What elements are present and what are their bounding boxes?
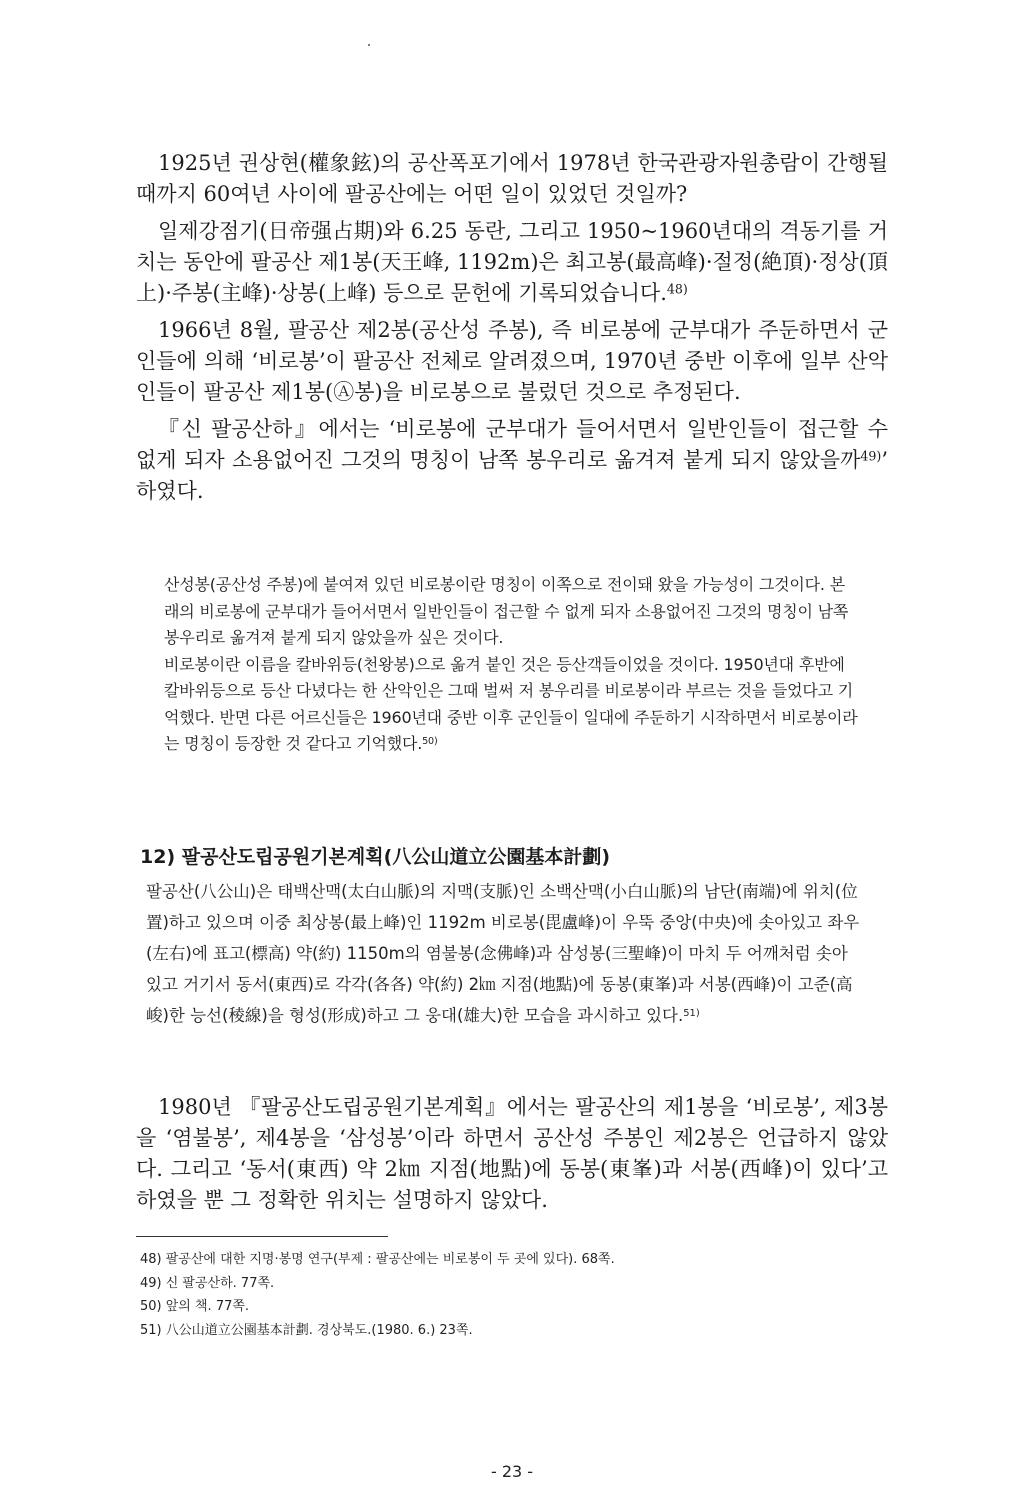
scan-speck	[368, 44, 370, 46]
paragraph: 1925년 권상현(權象鉉)의 공산폭포기에서 1978년 한국관광자원총람이 간행될 때까지 60여년 사이에 팔공산에는 어떤 일이 있었던 것일까?	[136, 151, 888, 206]
footnote-ref: 51)	[683, 1008, 700, 1020]
footnote-ref: 49)	[860, 448, 882, 464]
footnote-ref: 50)	[422, 736, 438, 748]
footnote: 51) 八公山道立公園基本計劃. 경상북도.(1980. 6.) 23쪽.	[140, 1322, 473, 1338]
footnote-ref: 48)	[666, 281, 688, 297]
footnote: 50) 앞의 책. 77쪽.	[140, 1299, 250, 1314]
page-number: - 23 -	[490, 1462, 534, 1481]
block-quote	[164, 572, 860, 758]
paragraph: 1966년 8월, 팔공산 제2봉(공산성 주봉), 즉 비로봉에 군부대가 주둔하면서 군인들에 의해 ‘비로봉’이 팔공산 전체로 알려졌으며, 1970년 중반 이후에 일부 산악인들이 팔공산 제1봉(Ⓐ봉)을 비로봉으로 불렀던 것으로 추정된다.	[136, 318, 888, 404]
plan-paragraph: 팔공산(八公山)은 태백산맥(太白山脈)의 지맥(支脈)인 소백산맥(小白山脈)의 남단(南端)에 위치(位置)하고 있으며 이중 최상봉(最上峰)인 1192m 비로봉(毘盧峰)이 우뚝 중앙(中央)에 솟아있고 좌우(左右)에 표고(標高) 약(約) 1150m의 염불봉(念佛峰)과 삼성봉(三聖峰)이 마치 두 어깨처럼 솟아있고 거기서 동서(東西)로 각각(各各) 약(約) 2㎞ 지점(地點)에 동봉(東峯)과 서봉(西峰)이 고준(高峻)한 능선(稜線)을 형성(形成)하고 그 웅대(雄大)한 모습을 과시하고 있다.$^{51)}$	[146, 882, 860, 1025]
quote-paragraph: 비로봉이란 이름을 칼바위등(천왕봉)으로 옮겨 붙인 것은 등산객들이었을 것이다. 1950년대 후반에 칼바위등으로 등산 다녔다는 한 산악인은 그때 벌써 저 봉우리를 비로봉이라 부르는 것을 들었다고 기억했다. 반면 다른 어르신들은 1960년대 중반 이후 군인들이 일대에 주둔하기 시작하면서 비로봉이라는 명칭이 등장한 것 같다고 기억했다.$^{50)}$	[164, 654, 858, 753]
paragraph: 일제강점기(日帝强占期)와 6.25 동란, 그리고 1950~1960년대의 격동기를 거치는 동안에 팔공산 제1봉(天王峰, 1192m)은 최고봉(最高峰)·절정(絶頂)·정상(頂上)·주봉(主峰)·상봉(上峰) 등으로 문헌에 기록되었습니다.$^{48)}$	[136, 219, 888, 305]
footnote: 48) 팔공산에 대한 지명·봉명 연구(부제 : 팔공산에는 비로봉이 두 곳에 있다). 68쪽.	[140, 1252, 615, 1267]
paragraph: 『신 팔공산하』에서는 ‘비로봉에 군부대가 들어서면서 일반인들이 접근할 수 없게 되자 소용없어진 그것의 명칭이 남쪽 봉우리로 옮겨져 붙게 되지 않았을까$^{49)}$’ 하였다.	[136, 417, 888, 503]
closing-section	[136, 1092, 888, 1216]
plan-excerpt	[146, 876, 862, 1031]
quote-paragraph: 산성봉(공산성 주봉)에 붙여져 있던 비로봉이란 명칭이 이쪽으로 전이돼 왔을 가능성이 그것이다. 본래의 비로봉에 군부대가 들어서면서 일반인들이 접근할 수 없게 되자 소용없어진 그것의 명칭이 남쪽 봉우리로 옮겨져 붙게 되지 않았을까 싶은 것이다.	[164, 575, 849, 647]
section-heading: 12) 팔공산도립공원기본계획(八公山道立公園基本計劃)	[140, 846, 611, 868]
footnotes	[140, 1248, 615, 1342]
footnote: 49) 신 팔공산하. 77쪽.	[140, 1275, 275, 1291]
intro-section	[136, 148, 888, 507]
footnote-divider	[136, 1236, 388, 1237]
paragraph: 1980년 『팔공산도립공원기본계획』에서는 팔공산의 제1봉을 ‘비로봉’, 제3봉을 ‘염불봉’, 제4봉을 ‘삼성봉’이라 하면서 공산성 주봉인 제2봉은 언급하지 않았다. 그리고 ‘동서(東西) 약 2㎞ 지점(地點)에 동봉(東峯)과 서봉(西峰)이 있다’고 하였을 뿐 그 정확한 위치는 설명하지 않았다.	[136, 1095, 888, 1212]
